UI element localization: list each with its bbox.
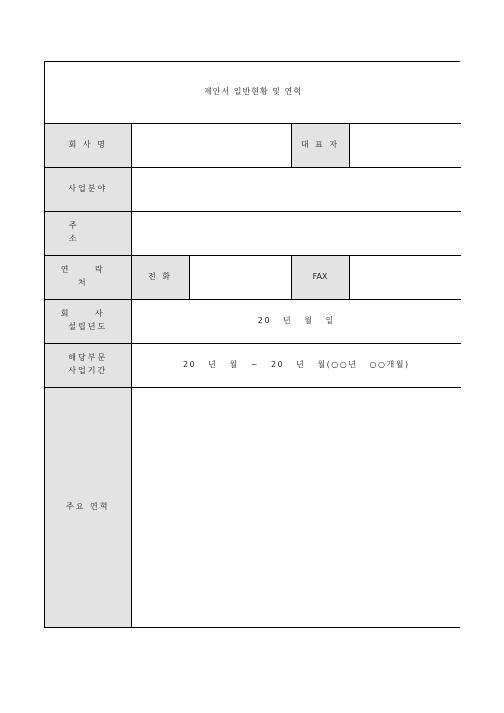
phone-field[interactable] (189, 255, 291, 299)
contact-label (45, 255, 131, 299)
representative-label: 대 표 자 (291, 123, 349, 167)
phone-label: 전 화 (131, 255, 189, 299)
form-title: 제안서 일반현황 및 연혁 (45, 62, 461, 123)
proposal-form-sheet (44, 61, 460, 628)
project-period-label-line-1: 해당부문 (68, 353, 108, 363)
established-label-line-1-text: 회 사 (60, 309, 115, 319)
established-date-text: 20 년 월 일 (257, 315, 335, 325)
established-label (45, 299, 131, 343)
established-date-field[interactable] (131, 299, 461, 343)
fax-label: FAX (291, 255, 349, 299)
established-label-line-1 (45, 308, 131, 321)
business-field-label: 사업분야 (45, 167, 131, 211)
proposal-form-table (45, 62, 461, 627)
established-label-line-2: 설립년도 (68, 322, 108, 331)
address-label-text: 주 소 (68, 221, 107, 243)
company-name-label: 회 사 명 (45, 123, 131, 167)
project-period-field[interactable] (131, 343, 461, 387)
business-field-input[interactable] (131, 167, 461, 211)
company-name-field[interactable] (131, 123, 291, 167)
fax-field[interactable] (349, 255, 461, 299)
history-label: 주요 연혁 (45, 387, 131, 627)
address-label (45, 211, 131, 255)
representative-field[interactable] (349, 123, 461, 167)
project-period-text: 20 년 월 ~ 20 년 월(○○년 ○○개월) (182, 359, 410, 369)
project-period-label-line-2: 사업기간 (68, 366, 108, 375)
history-field[interactable] (131, 387, 461, 627)
address-field[interactable] (131, 211, 461, 255)
contact-label-text: 연 락 처 (60, 265, 115, 287)
project-period-label (45, 343, 131, 387)
